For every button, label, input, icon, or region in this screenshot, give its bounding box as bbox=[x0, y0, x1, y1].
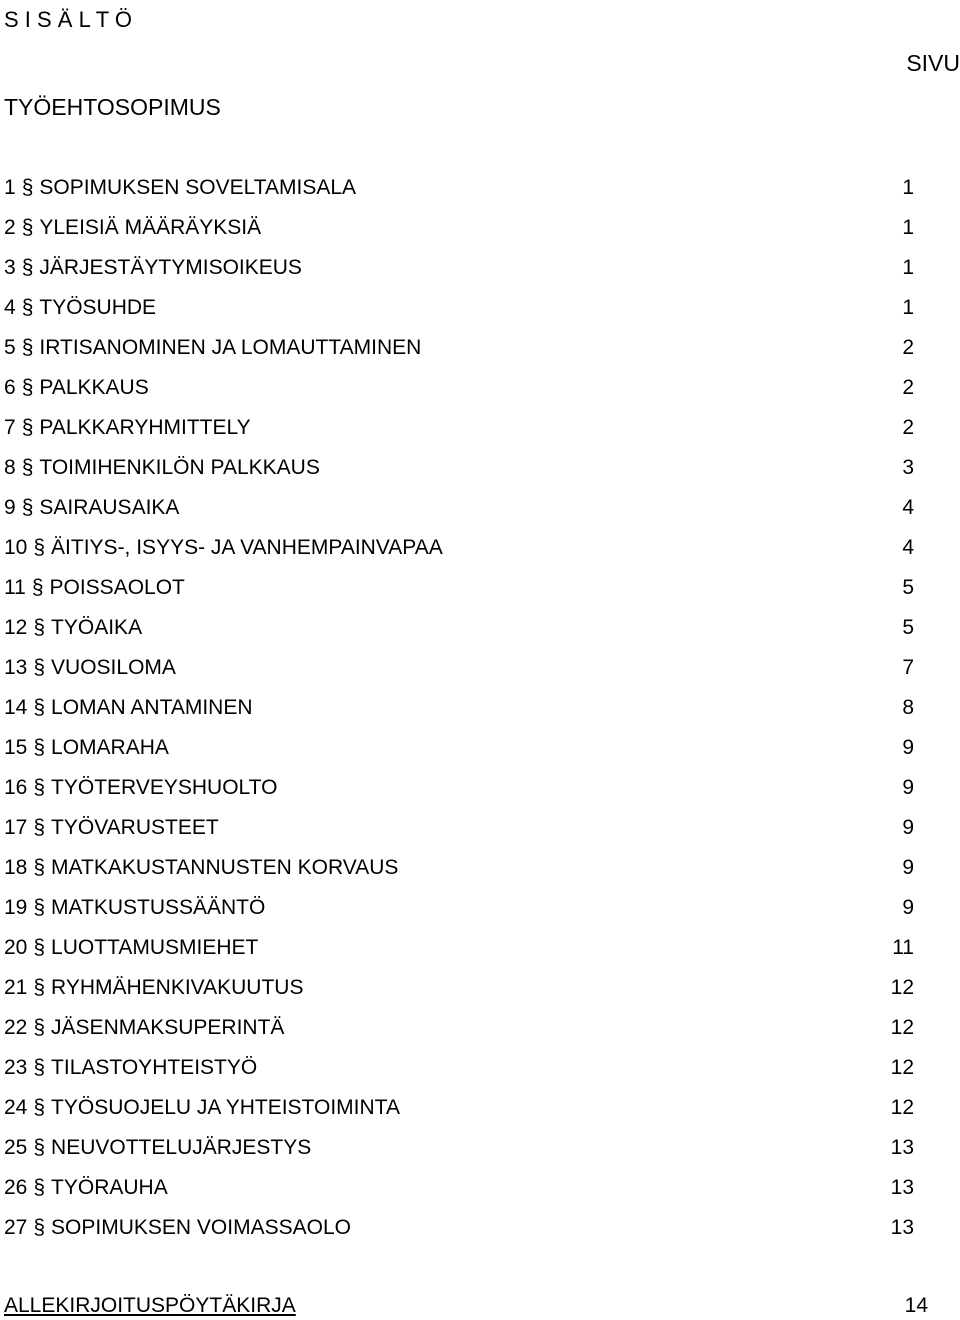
toc-entry bbox=[4, 974, 914, 1014]
toc-entry-page: 9 bbox=[902, 736, 914, 759]
toc-entry-page: 1 bbox=[902, 216, 914, 239]
section-sign: § bbox=[33, 776, 46, 799]
section-sign: § bbox=[33, 1096, 46, 1119]
toc-entry-number: 27 bbox=[4, 1216, 28, 1239]
section-sign: § bbox=[21, 456, 34, 479]
toc-entry bbox=[4, 214, 914, 254]
toc-entry-title: TYÖVARUSTEET bbox=[51, 816, 219, 839]
section-heading: TYÖEHTOSOPIMUS bbox=[4, 94, 221, 120]
toc-entry-number: 22 bbox=[4, 1016, 28, 1039]
toc-entry bbox=[4, 934, 914, 974]
toc-entry bbox=[4, 174, 914, 214]
toc-entry-title: SAIRAUSAIKA bbox=[39, 496, 180, 519]
toc-entry-page: 1 bbox=[902, 256, 914, 279]
section-sign: § bbox=[21, 296, 34, 319]
toc-entry bbox=[4, 614, 914, 654]
toc-entry bbox=[4, 814, 914, 854]
toc-entry-title: IRTISANOMINEN JA LOMAUTTAMINEN bbox=[39, 336, 422, 359]
toc-entry bbox=[4, 1094, 914, 1134]
toc-entry-title: TYÖSUHDE bbox=[39, 296, 157, 319]
toc-entry-page: 11 bbox=[892, 936, 914, 959]
toc-entry bbox=[4, 734, 914, 774]
toc-entry-number: 18 bbox=[4, 856, 28, 879]
toc-entry bbox=[4, 1054, 914, 1094]
toc-entry-title: JÄSENMAKSUPERINTÄ bbox=[51, 1016, 285, 1039]
toc-entry-page: 12 bbox=[890, 1016, 914, 1039]
toc-entry-number: 7 bbox=[4, 416, 16, 439]
toc-entry-page: 5 bbox=[902, 576, 914, 599]
toc-entry-number: 23 bbox=[4, 1056, 28, 1079]
toc-entry-title: YLEISIÄ MÄÄRÄYKSIÄ bbox=[39, 216, 262, 239]
toc-entry-page: 3 bbox=[902, 456, 914, 479]
section-sign: § bbox=[33, 616, 46, 639]
document-title: S I S Ä L T Ö bbox=[4, 7, 132, 32]
toc-entry-title: TYÖTERVEYSHUOLTO bbox=[51, 776, 278, 799]
toc-entry-page: 1 bbox=[902, 176, 914, 199]
toc-entry-page: 9 bbox=[902, 896, 914, 919]
toc-entry-title: TYÖSUOJELU JA YHTEISTOIMINTA bbox=[51, 1096, 400, 1119]
toc-entry-title: VUOSILOMA bbox=[51, 656, 176, 679]
toc-entry-number: 5 bbox=[4, 336, 16, 359]
toc-entry-title: ÄITIYS-, ISYYS- JA VANHEMPAINVAPAA bbox=[51, 536, 443, 559]
toc-entry bbox=[4, 494, 914, 534]
toc-entry-title: RYHMÄHENKIVAKUUTUS bbox=[51, 976, 304, 999]
toc-entry-number: 20 bbox=[4, 936, 28, 959]
toc-entry-title: MATKAKUSTANNUSTEN KORVAUS bbox=[51, 856, 399, 879]
toc-entry-title: NEUVOTTELUJÄRJESTYS bbox=[51, 1136, 312, 1159]
toc-entry-title: PALKKARYHMITTELY bbox=[39, 416, 251, 439]
toc-entry-number: 4 bbox=[4, 296, 16, 319]
toc-footer-page: 14 bbox=[904, 1294, 928, 1317]
toc-entry-title: LOMARAHA bbox=[51, 736, 169, 759]
toc-entry-page: 1 bbox=[902, 296, 914, 319]
section-sign: § bbox=[21, 376, 34, 399]
toc-entry bbox=[4, 254, 914, 294]
toc-entry-number: 15 bbox=[4, 736, 28, 759]
toc-entry bbox=[4, 374, 914, 414]
section-sign: § bbox=[33, 816, 46, 839]
toc-entry-number: 13 bbox=[4, 656, 28, 679]
toc-footer-title: ALLEKIRJOITUSPÖYTÄKIRJA bbox=[4, 1294, 296, 1317]
section-sign: § bbox=[21, 336, 34, 359]
toc-entry-page: 2 bbox=[902, 376, 914, 399]
toc-entry bbox=[4, 654, 914, 694]
toc-entry bbox=[4, 854, 914, 894]
toc-entry-page: 7 bbox=[902, 656, 914, 679]
section-sign: § bbox=[21, 216, 34, 239]
toc-entry-page: 12 bbox=[890, 1056, 914, 1079]
toc-entry bbox=[4, 694, 914, 734]
toc-entry bbox=[4, 534, 914, 574]
toc-entry-number: 8 bbox=[4, 456, 16, 479]
section-sign: § bbox=[33, 936, 46, 959]
section-sign: § bbox=[33, 1176, 46, 1199]
section-sign: § bbox=[33, 696, 46, 719]
toc-entry-number: 19 bbox=[4, 896, 28, 919]
section-sign: § bbox=[33, 1216, 46, 1239]
toc-entry-number: 26 bbox=[4, 1176, 28, 1199]
toc-entry-page: 13 bbox=[890, 1136, 914, 1159]
toc-entry-title: TOIMIHENKILÖN PALKKAUS bbox=[39, 456, 320, 479]
toc-entry-number: 1 bbox=[4, 176, 16, 199]
toc-entry-page: 12 bbox=[890, 1096, 914, 1119]
toc-entry-number: 6 bbox=[4, 376, 16, 399]
section-sign: § bbox=[33, 656, 46, 679]
toc-entry bbox=[4, 294, 914, 334]
toc-entry-number: 2 bbox=[4, 216, 16, 239]
toc-entry-page: 8 bbox=[902, 696, 914, 719]
toc-entry bbox=[4, 894, 914, 934]
toc-entry-page: 13 bbox=[890, 1176, 914, 1199]
section-sign: § bbox=[31, 576, 44, 599]
toc-entry-number: 10 bbox=[4, 536, 28, 559]
section-sign: § bbox=[33, 1016, 46, 1039]
toc-entry-number: 21 bbox=[4, 976, 28, 999]
section-sign: § bbox=[21, 496, 34, 519]
toc-entry-page: 5 bbox=[902, 616, 914, 639]
toc-entry-page: 4 bbox=[902, 536, 914, 559]
toc-entry-number: 9 bbox=[4, 496, 16, 519]
toc-entry-title: SOPIMUKSEN VOIMASSAOLO bbox=[51, 1216, 351, 1239]
toc-entry bbox=[4, 1134, 914, 1174]
toc-entry-page: 2 bbox=[902, 416, 914, 439]
toc-entry-title: MATKUSTUSSÄÄNTÖ bbox=[51, 896, 266, 919]
section-sign: § bbox=[21, 256, 34, 279]
toc-entry-number: 11 bbox=[4, 576, 26, 599]
toc-entry bbox=[4, 1214, 914, 1254]
section-sign: § bbox=[21, 416, 34, 439]
section-sign: § bbox=[33, 1056, 46, 1079]
toc-entry-page: 12 bbox=[890, 976, 914, 999]
toc-entry-number: 16 bbox=[4, 776, 28, 799]
toc-entry-title: TILASTOYHTEISTYÖ bbox=[51, 1056, 258, 1079]
toc-entry bbox=[4, 454, 914, 494]
toc-entry-page: 9 bbox=[902, 856, 914, 879]
toc-entry-page: 9 bbox=[902, 776, 914, 799]
toc-entry-number: 24 bbox=[4, 1096, 28, 1119]
toc-entry-title: TYÖAIKA bbox=[51, 616, 143, 639]
toc-entry bbox=[4, 1174, 914, 1214]
toc-entry-page: 2 bbox=[902, 336, 914, 359]
toc-entry-title: JÄRJESTÄYTYMISOIKEUS bbox=[39, 256, 302, 279]
toc-entry-title: LOMAN ANTAMINEN bbox=[51, 696, 253, 719]
toc-entry-page: 4 bbox=[902, 496, 914, 519]
toc-entry-title: POISSAOLOT bbox=[49, 576, 185, 599]
toc-entry-number: 17 bbox=[4, 816, 28, 839]
toc-entry bbox=[4, 774, 914, 814]
toc-entry-number: 25 bbox=[4, 1136, 28, 1159]
section-sign: § bbox=[33, 1136, 46, 1159]
section-sign: § bbox=[33, 536, 46, 559]
toc-entry bbox=[4, 334, 914, 374]
section-sign: § bbox=[21, 176, 34, 199]
toc-list bbox=[4, 174, 914, 1254]
section-sign: § bbox=[33, 736, 46, 759]
toc-entry-title: PALKKAUS bbox=[39, 376, 149, 399]
section-sign: § bbox=[33, 976, 46, 999]
toc-entry bbox=[4, 1014, 914, 1054]
toc-entry-number: 3 bbox=[4, 256, 16, 279]
toc-entry bbox=[4, 414, 914, 454]
section-sign: § bbox=[33, 856, 46, 879]
section-sign: § bbox=[33, 896, 46, 919]
toc-entry-number: 12 bbox=[4, 616, 28, 639]
toc-entry-title: LUOTTAMUSMIEHET bbox=[51, 936, 259, 959]
toc-entry-page: 9 bbox=[902, 816, 914, 839]
toc-entry-title: TYÖRAUHA bbox=[51, 1176, 168, 1199]
page-column-header: SIVU bbox=[906, 50, 960, 76]
toc-entry-title: SOPIMUKSEN SOVELTAMISALA bbox=[39, 176, 357, 199]
toc-entry-page: 13 bbox=[890, 1216, 914, 1239]
toc-entry-number: 14 bbox=[4, 696, 28, 719]
toc-entry bbox=[4, 574, 914, 614]
